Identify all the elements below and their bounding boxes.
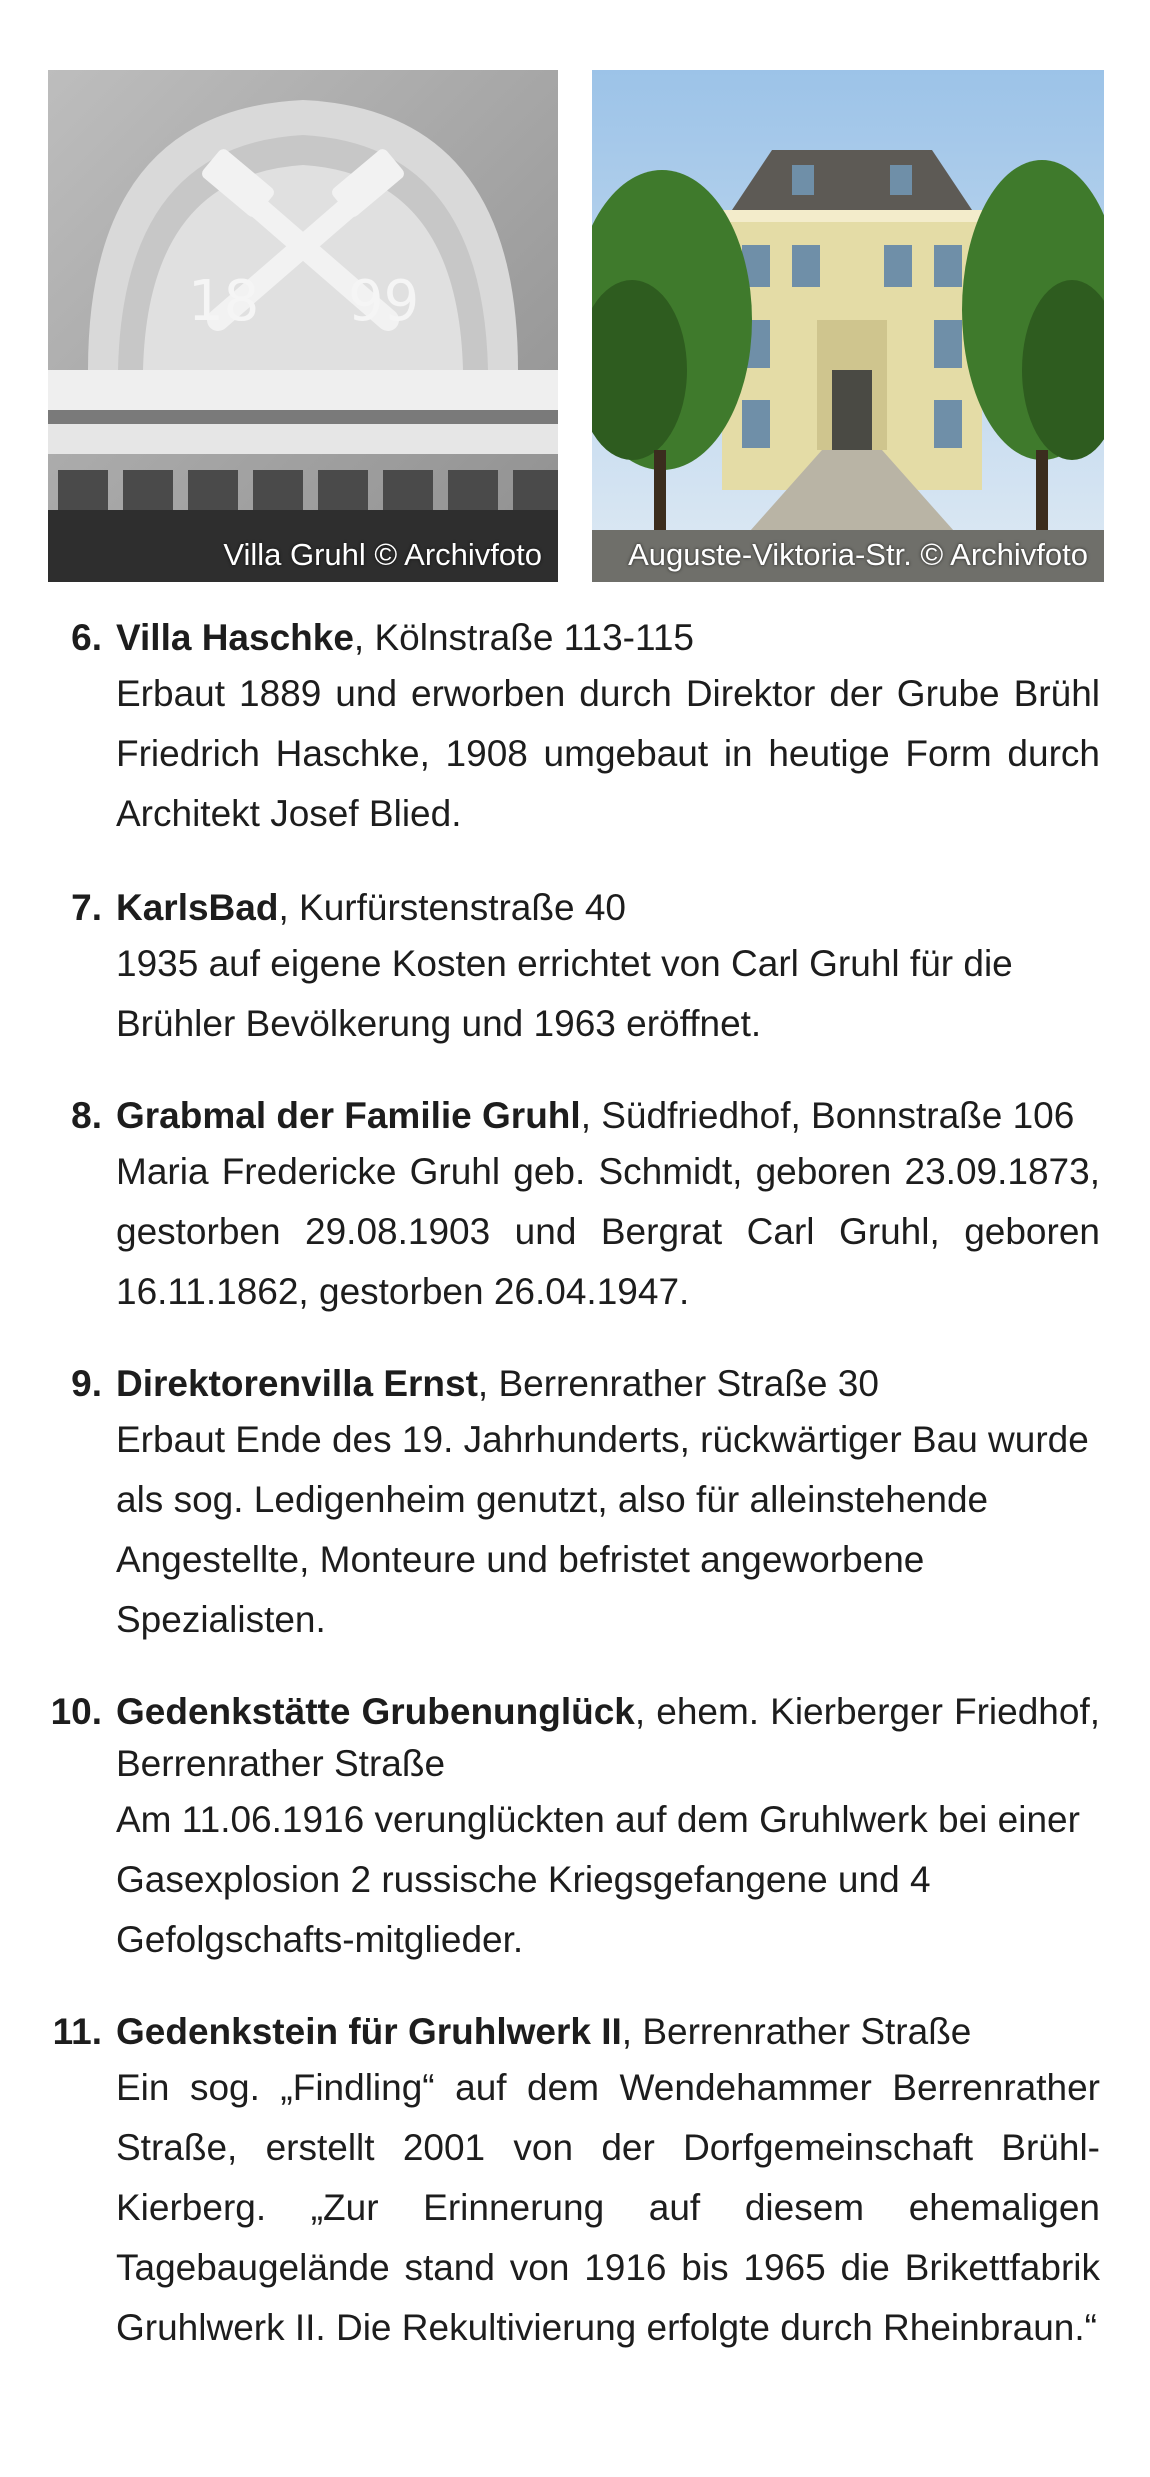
item-address: , Kölnstraße 113-115: [353, 617, 694, 658]
item-description: Maria Fredericke Gruhl geb. Schmidt, geboren 23.09.1873, gestorben 29.08.1903 und Bergrat Carl Gruhl, geboren 16.11.1862, gestorben 26.04.1947.: [116, 1151, 1100, 1312]
item-number: 8.: [71, 1095, 102, 1136]
item-heading: [116, 1090, 1100, 1142]
item-description: Ein sog. „Findling“ auf dem Wendehammer Berrenrather Straße, erstellt 2001 von der Dorfgemeinschaft Brühl-Kierberg. „Zur Erinnerung auf diesem ehemaligen Tagebaugelände stand von 1916 bis 1965 die Brikettfabrik Gruhlwerk II. Die Rekultivierung erfolgte durch Rheinbraun.“: [116, 2067, 1100, 2348]
year-right-text: 99: [348, 269, 420, 334]
list-item: [40, 1090, 1100, 1322]
item-heading: [116, 882, 1100, 934]
item-number: 11.: [52, 2011, 102, 2052]
item-address: , Berrenrather Straße: [621, 2011, 972, 2052]
item-title: Grabmal der Familie Gruhl: [116, 1095, 581, 1136]
item-heading: [116, 1358, 1100, 1410]
list-item: [40, 882, 1100, 1054]
item-address: , Südfriedhof, Bonnstraße 106: [580, 1095, 1075, 1136]
item-heading: [116, 612, 1100, 664]
photo-villa-gruhl: [48, 70, 558, 582]
item-number: 9.: [71, 1363, 102, 1404]
item-description: Erbaut 1889 und erworben durch Direktor der Grube Brühl Friedrich Haschke, 1908 umgebaut in heutige Form durch Architekt Josef Blied.: [116, 673, 1100, 834]
item-number: 6.: [71, 617, 102, 658]
item-address: , ehem. Kierberger Friedhof, Berrenrather Straße: [116, 1691, 1100, 1784]
item-description: Erbaut Ende des 19. Jahrhunderts, rückwärtiger Bau wurde als sog. Ledigenheim genutzt, also für alleinstehende Angestellte, Monteure und befristet angeworbene Spezialisten.: [116, 1419, 1089, 1640]
item-description: 1935 auf eigene Kosten errichtet von Carl Gruhl für die Brühler Bevölkerung und 1963 eröffnet.: [116, 943, 1013, 1044]
item-title: Villa Haschke: [116, 617, 354, 658]
list-item: [40, 1358, 1100, 1650]
item-title: Gedenkstein für Gruhlwerk II: [116, 2011, 622, 2052]
photo-caption-right: Auguste-Viktoria-Str. © Archivfoto: [628, 537, 1088, 572]
item-address: , Berrenrather Straße 30: [477, 1363, 879, 1404]
item-heading: [116, 1686, 1100, 1790]
item-title: Direktorenvilla Ernst: [116, 1363, 478, 1404]
year-left-text: 18: [188, 269, 260, 334]
item-title: Gedenkstätte Grubenunglück: [116, 1691, 635, 1732]
landmark-list: [40, 612, 1100, 2358]
list-item: [40, 612, 1100, 844]
photo-auguste-viktoria-str: [592, 70, 1104, 582]
photo-caption-left: Villa Gruhl © Archivfoto: [223, 537, 542, 572]
item-description: Am 11.06.1916 verunglückten auf dem Gruhlwerk bei einer Gasexplosion 2 russische Kriegsgefangene und 4 Gefolgschafts-mitglieder.: [116, 1799, 1080, 1960]
list-item: [40, 2006, 1100, 2358]
list-item: [40, 1686, 1100, 1970]
item-number: 7.: [71, 887, 102, 928]
villa-building-image: [592, 70, 1104, 582]
item-number: 10.: [50, 1691, 102, 1732]
item-title: KarlsBad: [116, 887, 279, 928]
item-address: , Kurfürstenstraße 40: [278, 887, 626, 928]
relief-hammers-image: [48, 70, 558, 582]
item-heading: [116, 2006, 1100, 2058]
